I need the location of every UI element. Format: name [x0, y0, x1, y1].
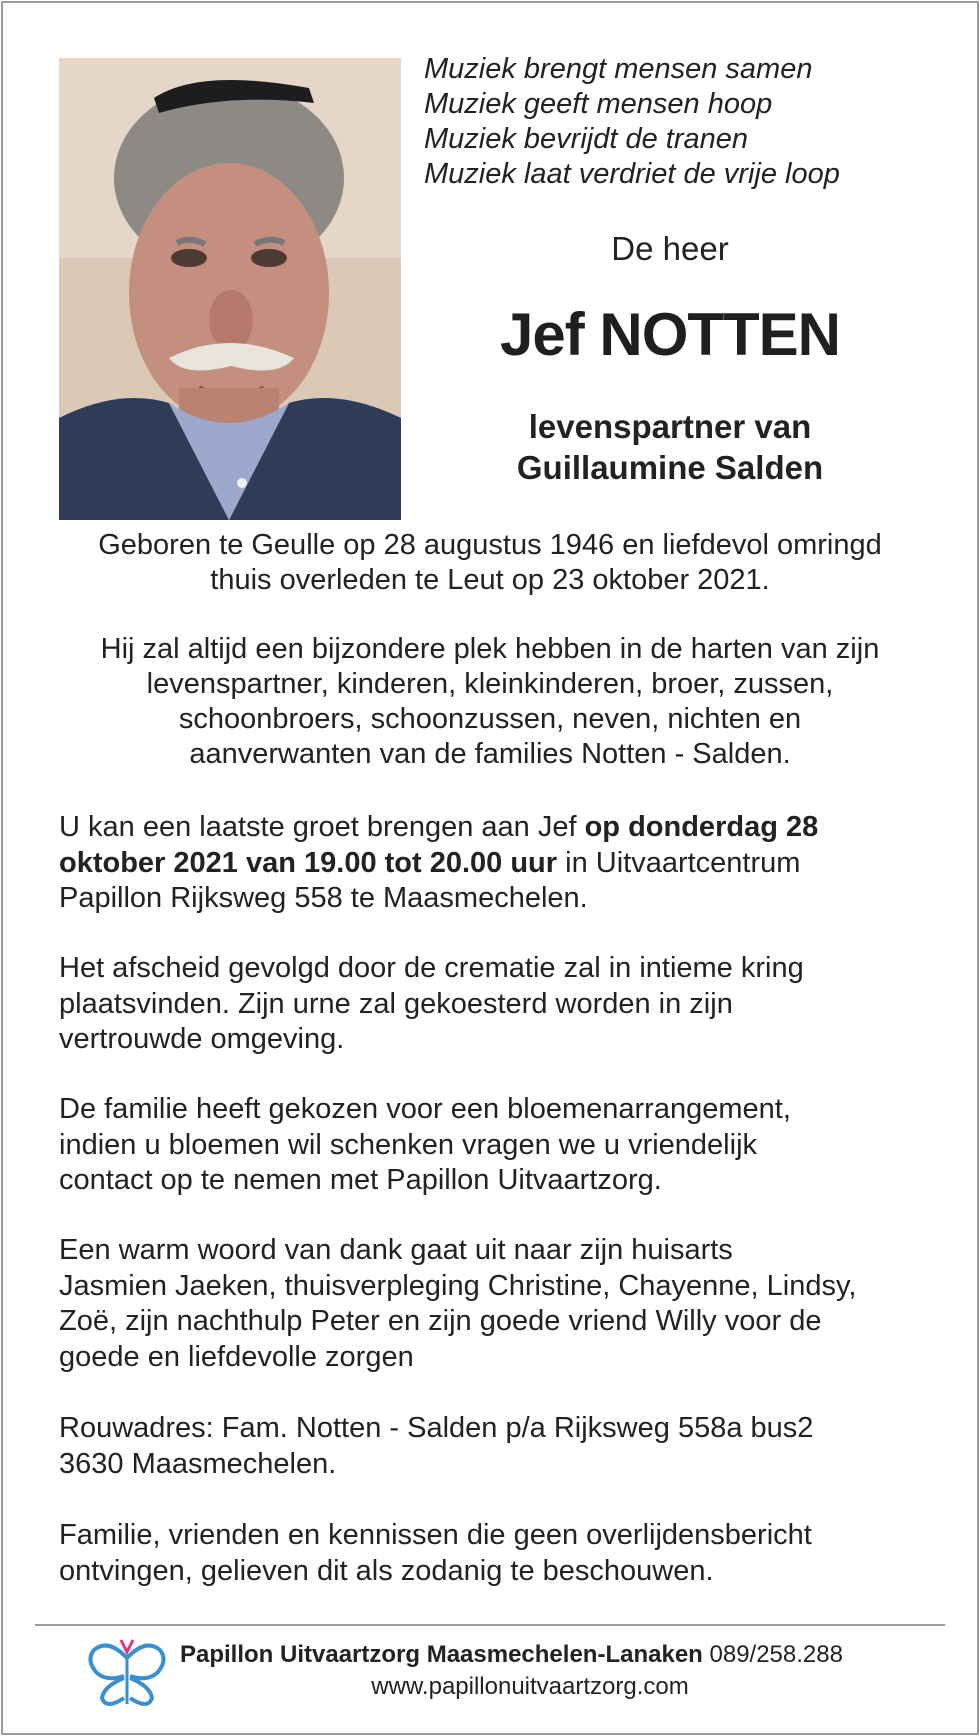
company-website[interactable]: www.papillonuitvaartzorg.com: [371, 1673, 689, 1700]
greeting-line: [59, 810, 939, 846]
partner-line: levenspartner van: [528, 408, 812, 445]
poem-line: Muziek laat verdriet de vrije loop: [424, 158, 840, 190]
family-line: levenspartner, kinderen, kleinkinderen, broer, zussen,: [146, 668, 834, 700]
portrait-illustration: [59, 58, 401, 520]
greeting-date: op donderdag 28: [584, 811, 819, 843]
death-line: thuis overleden te Leut op 23 oktober 2021.: [210, 564, 770, 596]
flowers-line: indien u bloemen wil schenken vragen we u vriendelijk: [59, 1128, 758, 1161]
greeting-line: [59, 846, 939, 882]
deceased-name: Jef NOTTEN: [499, 301, 841, 368]
closing-line: Familie, vrienden en kennissen die geen overlijdensbericht: [59, 1519, 812, 1551]
greeting-text: in Uitvaartcentrum: [557, 846, 801, 879]
footer-divider: [35, 1624, 945, 1626]
greeting-line: Papillon Rijksweg 558 te Maasmechelen.: [59, 882, 588, 914]
flowers-line: De familie heeft gekozen voor een bloemenarrangement,: [59, 1093, 791, 1125]
farewell-line: Het afscheid gevolgd door de crematie zal in intieme kring: [59, 952, 804, 984]
flowers-paragraph: [59, 1092, 939, 1199]
poem: [424, 52, 944, 192]
address-line: 3630 Maasmechelen.: [59, 1447, 337, 1480]
honorific: De heer: [611, 230, 729, 267]
farewell-paragraph: [59, 951, 939, 1058]
closing-paragraph: [59, 1518, 939, 1589]
thanks-line: Zoë, zijn nachthulp Peter en zijn goede vriend Willy voor de: [59, 1305, 822, 1337]
family-line: Hij zal altijd een bijzondere plek hebben in de harten van zijn: [100, 633, 880, 665]
butterfly-logo-icon: [86, 1636, 168, 1710]
family-paragraph: [40, 632, 940, 772]
thanks-paragraph: [59, 1233, 939, 1375]
address-line: Rouwadres: Fam. Notten - Salden p/a Rijksweg 558a bus2: [59, 1412, 814, 1444]
thanks-line: Een warm woord van dank gaat uit naar zijn huisarts: [59, 1234, 733, 1266]
poem-line: Muziek brengt mensen samen: [424, 53, 813, 85]
birth-death-text: [40, 528, 940, 598]
farewell-line: plaatsvinden. Zijn urne zal gekoesterd worden in zijn: [59, 987, 733, 1020]
flowers-line: contact op te nemen met Papillon Uitvaartzorg.: [59, 1164, 662, 1196]
partner-name: Guillaumine Salden: [516, 449, 824, 486]
family-line: schoonbroers, schoonzussen, neven, nichten en: [178, 703, 802, 735]
poem-line: Muziek geeft mensen hoop: [424, 88, 773, 120]
farewell-line: vertrouwde omgeving.: [59, 1023, 345, 1055]
closing-line: ontvingen, gelieven dit als zodanig te beschouwen.: [59, 1554, 714, 1587]
poem-line: Muziek bevrijdt de tranen: [424, 123, 748, 155]
company-name: Papillon Uitvaartzorg Maasmechelen-Lanaken: [180, 1641, 703, 1668]
greeting-time: oktober 2021 van 19.00 tot 20.00 uur: [59, 846, 558, 879]
footer-company-line: [180, 1641, 940, 1669]
company-phone[interactable]: 089/258.288: [702, 1641, 843, 1668]
thanks-line: goede en liefdevolle zorgen: [59, 1340, 414, 1373]
portrait-photo: [59, 58, 401, 520]
greeting-paragraph: [59, 810, 939, 917]
address-paragraph: [59, 1411, 939, 1482]
thanks-line: Jasmien Jaeken, thuisverpleging Christine, Chayenne, Lindsy,: [59, 1269, 857, 1302]
family-line: aanverwanten van de families Notten - Salden.: [189, 738, 791, 770]
greeting-text: U kan een laatste groet brengen aan Jef: [59, 811, 585, 843]
birth-line: Geboren te Geulle op 28 augustus 1946 en liefdevol omringd: [98, 529, 882, 561]
partner-info: [420, 406, 920, 488]
